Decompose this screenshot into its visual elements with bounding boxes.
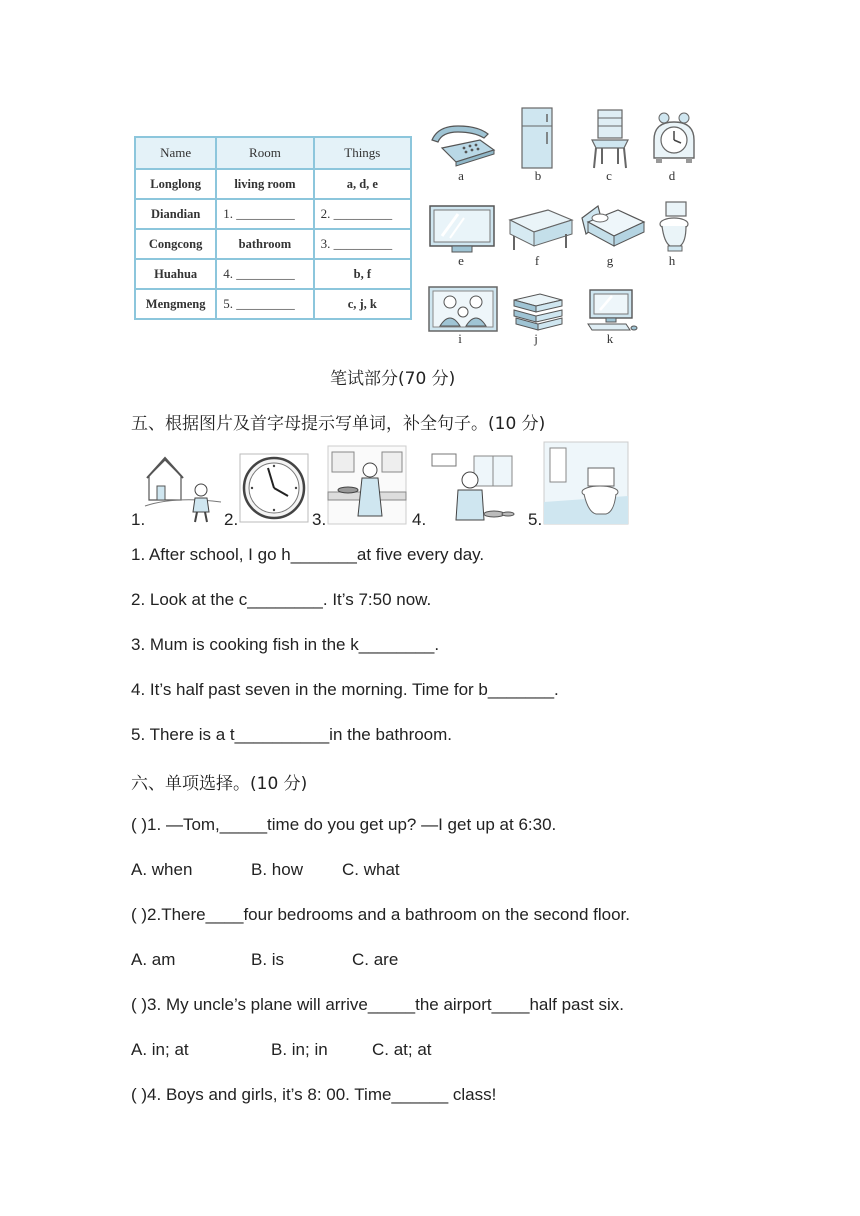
table-icon [504, 206, 574, 254]
option-c: C. at; at [372, 1040, 432, 1059]
section5-title: 五、根据图片及首字母提示写单词，补全句子。(10 分) [131, 414, 546, 434]
table-row [135, 199, 411, 229]
sentence: 2. Look at the c________. It’s 7:50 now. [131, 590, 432, 609]
header-room: Room [216, 137, 313, 169]
picture-label: k [606, 331, 614, 346]
question: ( )3. My uncle’s plane will arrive_____the airport____half past six. [131, 995, 624, 1014]
cell-things-blank: 2. _________ [314, 199, 411, 229]
picture-label: f [534, 253, 540, 268]
option-a: A. in; at [131, 1040, 189, 1059]
cell-things-blank: 3. _________ [314, 229, 411, 259]
toilet-icon [656, 200, 692, 254]
picture-label: d [668, 168, 676, 183]
sentence: 3. Mum is cooking fish in the k________. [131, 635, 440, 654]
cell-room-blank: 5. _________ [216, 289, 313, 319]
sentence: 1. After school, I go h_______at five every day. [131, 545, 485, 564]
cell-name: Congcong [135, 229, 216, 259]
header-things: Things [314, 137, 411, 169]
wall-clock-icon [240, 454, 308, 522]
section6-title: 六、单项选择。(10 分) [131, 774, 308, 794]
cell-name: Mengmeng [135, 289, 216, 319]
question: ( )2.There____four bedrooms and a bathroom on the second floor. [131, 905, 630, 924]
chair-icon [588, 108, 632, 170]
option-b: B. is [251, 950, 285, 969]
picture-label: i [458, 331, 462, 346]
sentence: 5. There is a t__________in the bathroom. [131, 725, 453, 744]
picture-number: 5. [528, 510, 543, 529]
picture-label: g [606, 253, 614, 268]
cell-room-blank: 1. _________ [216, 199, 313, 229]
picture-label: c [606, 168, 612, 183]
question: ( )1. —Tom,_____time do you get up? —I get up at 6:30. [131, 815, 557, 834]
table-row [135, 289, 411, 319]
option-b: B. in; in [271, 1040, 328, 1059]
rooms-table [134, 136, 412, 320]
books-icon [510, 290, 566, 332]
table-row [135, 259, 411, 289]
table-header-row [135, 137, 411, 169]
cell-name: Longlong [135, 169, 216, 199]
fridge-icon [520, 106, 554, 170]
cell-room-blank: 4. _________ [216, 259, 313, 289]
option-a: A. when [131, 860, 193, 879]
family-photo-icon [428, 286, 498, 332]
option-c: C. are [352, 950, 399, 969]
table-row [135, 169, 411, 199]
picture-number: 1. [131, 510, 146, 529]
kitchen-cooking-icon [328, 446, 406, 524]
written-part-title: 笔试部分(70 分) [330, 369, 456, 389]
breakfast-icon [428, 450, 516, 524]
bathroom-toilet-icon [544, 442, 628, 524]
cell-name: Huahua [135, 259, 216, 289]
picture-label: j [534, 331, 538, 346]
picture-label: a [458, 168, 464, 183]
picture-label: h [668, 253, 676, 268]
option-b: B. how [251, 860, 303, 879]
cell-things: a, d, e [314, 169, 411, 199]
cell-room: living room [216, 169, 313, 199]
cell-things: b, f [314, 259, 411, 289]
option-a: A. am [131, 950, 176, 969]
question: ( )4. Boys and girls, it’s 8: 00. Time______ class! [131, 1085, 497, 1104]
cell-room: bathroom [216, 229, 313, 259]
table-row [135, 229, 411, 259]
option-c: C. what [342, 860, 400, 879]
cell-things: c, j, k [314, 289, 411, 319]
picture-label: e [458, 253, 464, 268]
telephone-icon [428, 120, 498, 168]
alarm-clock-icon [650, 110, 698, 166]
going-home-icon [145, 446, 221, 526]
picture-number: 3. [312, 510, 327, 529]
sentence: 4. It’s half past seven in the morning. Time for b_______. [131, 680, 559, 699]
tv-icon [428, 204, 496, 254]
picture-label: b [534, 168, 542, 183]
picture-number: 2. [224, 510, 239, 529]
header-name: Name [135, 137, 216, 169]
computer-icon [586, 288, 638, 332]
picture-number: 4. [412, 510, 427, 529]
bed-icon [578, 200, 646, 252]
cell-name: Diandian [135, 199, 216, 229]
